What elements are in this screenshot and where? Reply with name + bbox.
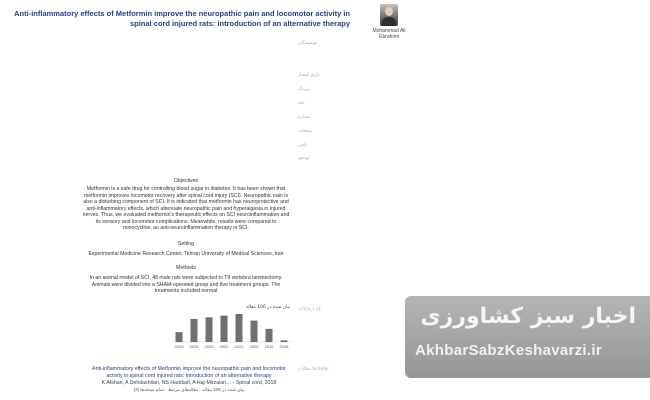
author-name[interactable]: Mohammad Ali Ebrahimi — [372, 28, 406, 40]
citation-bar-2023[interactable] — [206, 317, 213, 342]
year-tick-2020: 2020 — [249, 344, 259, 349]
setting-head: Setting — [177, 241, 195, 247]
scholar-entry — [84, 366, 294, 393]
citation-bar-2020[interactable] — [251, 321, 258, 342]
setting-text: Experimental Medicine Research Center, Tehran University of Medical Sciences, Iran — [88, 251, 284, 257]
scholar-title-link[interactable]: Anti-inflammatory effects of Metformin improve the neuropathic pain and locomotor activity in spinal cord injured rats: introduction of an alternative therapy — [92, 366, 286, 379]
description-label: توضیح — [298, 156, 310, 161]
watermark — [405, 296, 650, 378]
scholar-authors: K Afshari, A Dehdashtian, NS Haddadi, A Haj-Mirzaian… - Spinal cord, 2018 — [101, 380, 277, 386]
methods-head: Methods — [176, 265, 196, 271]
pages-label: صفحات — [298, 129, 313, 134]
volume-label: جلد — [298, 101, 305, 106]
scholar-label: مقالات Scholar — [298, 367, 330, 372]
year-tick-2019: 2019 — [264, 344, 274, 349]
citations-caption[interactable]: بیان شده در 106 مقاله — [246, 305, 291, 310]
avatar[interactable] — [380, 4, 398, 26]
citation-bar-2021[interactable] — [236, 314, 243, 342]
citation-bar-2025[interactable] — [176, 332, 183, 342]
author-card[interactable] — [368, 4, 410, 40]
watermark-latin: AkhbarSabzKeshavarzi.ir — [415, 342, 602, 359]
citations-label: کل ارجاعات — [298, 307, 321, 312]
citation-bar-2019[interactable] — [266, 329, 273, 342]
watermark-persian: اخبار سبز کشاورزی — [420, 304, 636, 329]
year-tick-2022: 2022 — [219, 344, 229, 349]
date-label: تاریخ انتشار — [298, 73, 320, 78]
citation-bar-2024[interactable] — [191, 319, 198, 342]
article-title[interactable]: Anti-inflammatory effects of Metformin improve the neuropathic pain and locomotor activity in spinal cord injured rats: introduction of an alternative therapy — [14, 9, 350, 28]
authors-label: نویسندگان — [298, 41, 318, 46]
year-tick-2024: 2024 — [189, 344, 199, 349]
publisher-label: ناشر — [298, 143, 307, 148]
objectives-text: Metformin is a safe drug for controlling blood sugar in diabetes. It has been shown that metformin improves locomotor recovery after spinal cord injury (SCI). Neuropathic pain is also a disturbing component of SCI. It is indicated that metformin has neuroprotective and anti-inflammatory effects, which attenuate neuropathic pain and hyperalgesia in injured nerves. Thus, we evaluated metformin's therapeutic effects on SCI neuroinflammation and its sensory and locomotor complications. Meanwhile, results were compared to minocycline, an anti-neuroinflammation therapy in SCI. — [82, 186, 290, 231]
year-tick-2023: 2023 — [204, 344, 214, 349]
scholar-meta-links[interactable]: بیان شده در 106 مقاله - مقاله‌های مرتبط - تمام نسخه‌ها (3) — [133, 386, 245, 392]
citation-bar-2018[interactable] — [281, 340, 288, 342]
objectives-head: Objectives — [173, 178, 199, 184]
year-tick-2018: 2018 — [279, 344, 289, 349]
issue-label: شماره — [298, 115, 311, 120]
year-tick-2021: 2021 — [234, 344, 244, 349]
methods-text: In an animal model of SCI, 48 male rats were subjected to T9 vertebra laminectomy. Animals were divided into a SHAM-operated group and five treatment groups. The treatments included normal — [89, 275, 283, 294]
citations-chart — [170, 310, 294, 352]
year-tick-2025: 2025 — [174, 344, 184, 349]
journal-label: ژورنال — [298, 87, 311, 92]
citation-bar-2022[interactable] — [221, 316, 228, 342]
